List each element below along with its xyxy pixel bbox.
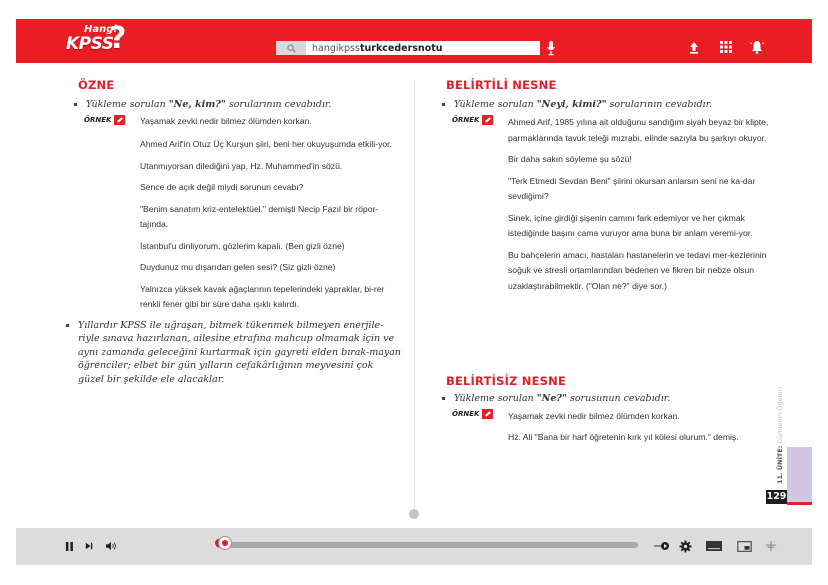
definition-bullet	[440, 392, 780, 405]
unit-label	[776, 387, 784, 484]
left-column	[72, 78, 402, 386]
search-query-suffix: turkcedersnotu	[359, 42, 443, 54]
bullet-emphasis: "Ne?"	[536, 393, 567, 404]
fullscreen-icon[interactable]	[764, 539, 778, 553]
bullet-text-end: sorusunun cevabıdır.	[566, 393, 671, 404]
search-input[interactable]	[276, 41, 540, 55]
unit-number: 11. ÜNİTE:	[776, 445, 784, 484]
definition-bullet	[72, 98, 402, 111]
bullet-text: Yükleme sorulan	[454, 393, 537, 404]
progress-handle[interactable]	[218, 536, 232, 550]
pause-icon[interactable]	[64, 539, 74, 553]
search-query	[306, 43, 443, 54]
bullet-emphasis: "Ne, kim?"	[168, 99, 226, 110]
section-title-belirtisiz-nesne: BELİRTİSİZ NESNE	[446, 374, 567, 388]
definition-bullet	[440, 98, 780, 111]
page-divider	[414, 80, 415, 512]
example-item: İstanbul'u dinliyorum, gözlerim kapalı. (Ben gizli özne)	[140, 240, 345, 251]
hangi-kpss-logo[interactable]	[64, 21, 134, 58]
pencil-icon	[114, 115, 125, 125]
ornek-badge	[440, 115, 508, 125]
logo-question-mark: ?	[109, 21, 127, 56]
example-row	[440, 115, 780, 146]
example-text: Yaşamak zevki nedir bilmez ölümden korkan.	[140, 116, 312, 126]
search-icon[interactable]	[276, 41, 306, 55]
miniplayer-icon[interactable]	[736, 539, 752, 553]
microphone-icon[interactable]	[546, 40, 556, 56]
search-query-prefix: hangikpss	[312, 42, 360, 54]
bell-icon[interactable]	[749, 39, 765, 55]
bullet-text: Yükleme sorulan	[86, 99, 169, 110]
ornek-badge	[72, 115, 140, 125]
pencil-icon	[482, 409, 493, 419]
motivation-bullet: Yıllardır KPSS ile uğraşan, bitmek tükenmek bilmeyen enerjile-riyle sınava hazırlanan, ailesine etrafına mahcup olmamak için ve aynı zamanda geleceğini kurtarmak için gayreti elden bırak-mayan öğrenciler; elbet bir gün yılların cefakârlığının meyvesini çok güzel bir şekilde ele alacaklar.	[64, 319, 402, 387]
top-header	[16, 19, 812, 63]
unit-color-tab	[787, 447, 812, 502]
bullet-text: Yükleme sorulan	[454, 99, 537, 110]
grid-icon[interactable]	[718, 39, 734, 55]
theater-mode-icon[interactable]	[706, 539, 722, 553]
bullet-text-end: sorularının cevabıdır.	[606, 99, 713, 110]
upload-icon[interactable]	[686, 39, 702, 55]
logo-main-word: KPSS	[66, 34, 114, 54]
example-item: Duydunuz mu dışarıdan gelen sesi? (Siz gizli özne)	[140, 262, 336, 272]
bullet-emphasis: "Neyi, kimi?"	[536, 99, 607, 110]
example-item: Bu bahçelerin amacı, hastaları hastanelerin ve tedavi mer-kezlerinin soğuk ve stresli ortamlarından bedenen ve fikren bir nebze olsun uzaklaştırabilmektir. ("Olan ne?" diye sor.)	[508, 249, 767, 291]
example-item: Utanmıyorsan dilediğini yap, Hz. Muhammed'in sözü.	[140, 160, 343, 171]
example-item: Sinek, içine girdiği şişenin camını fark edemiyor ve her çıkmak istediğinde başını cama vuruyor ama buna bir anlam veremi-yor.	[508, 212, 753, 238]
bullet-text-end: sorularının cevabıdır.	[225, 99, 332, 110]
example-row	[440, 409, 780, 425]
example-list	[440, 152, 780, 294]
example-item: "Terk Etmedi Sevdan Beni" şiirini okursan anlarsın seni ne ka-dar sevdiğimi?	[508, 175, 756, 201]
volume-icon[interactable]	[104, 539, 118, 553]
right-column	[440, 78, 780, 300]
example-item: "Benim sanatım kriz-entelektüel." demişti Necip Fazıl bir röpor-tajında.	[140, 203, 379, 229]
media-player-bar	[16, 528, 812, 565]
example-text: Ahmed Arif, 1985 yılına ait olduğunu sandığım siyah beyaz bir klipte, parmaklarında tavuk teleği mızrabı, elinde sazıyla bu şarkıyı okuyor.	[508, 117, 769, 143]
section-title-ozne: ÖZNE	[78, 78, 115, 92]
page-divider-dot	[409, 509, 419, 519]
unit-title: Cümlenin Öğeleri	[776, 387, 784, 446]
next-icon[interactable]	[84, 539, 94, 553]
example-item: Hz. Ali "Bana bir harf öğretenin kırk yıl kölesi olurum." demiş.	[508, 431, 739, 442]
example-item: Ahmed Arif'in Otuz Üç Kurşun şiiri, beni her okuyuşumda etkili-yor.	[140, 139, 392, 149]
example-item: Bir daha sakın söyleme şu sözü!	[508, 154, 632, 164]
logo-top-word: Hangi	[84, 24, 117, 35]
example-row	[72, 115, 402, 127]
progress-track[interactable]	[216, 542, 638, 548]
page-number: 129	[766, 491, 787, 502]
section-title-belirtili-nesne: BELİRTİLİ NESNE	[446, 78, 557, 92]
example-item: Sence de açık değil miydi sorunun cevabı?	[140, 182, 304, 192]
unit-tab-underline	[787, 502, 812, 505]
pencil-icon	[482, 115, 493, 125]
autoplay-toggle-icon[interactable]	[654, 539, 670, 553]
ornek-label: ÖRNEK	[452, 410, 480, 418]
example-list	[72, 137, 402, 313]
example-item: Yalnızca yüksek kavak ağaçlarının tepelerindeki yapraklar, bi-rer renkli fener gibi bir süre daha ışıklı kalırdı.	[140, 283, 385, 309]
ornek-label: ÖRNEK	[452, 116, 480, 124]
right-column-section-2	[440, 374, 780, 451]
example-text: Yaşamak zevki nedir bilmez ölümden korkan.	[508, 411, 680, 421]
ornek-badge	[440, 409, 508, 419]
example-list	[440, 430, 800, 446]
ornek-label: ÖRNEK	[84, 116, 112, 124]
settings-icon[interactable]	[678, 539, 692, 553]
